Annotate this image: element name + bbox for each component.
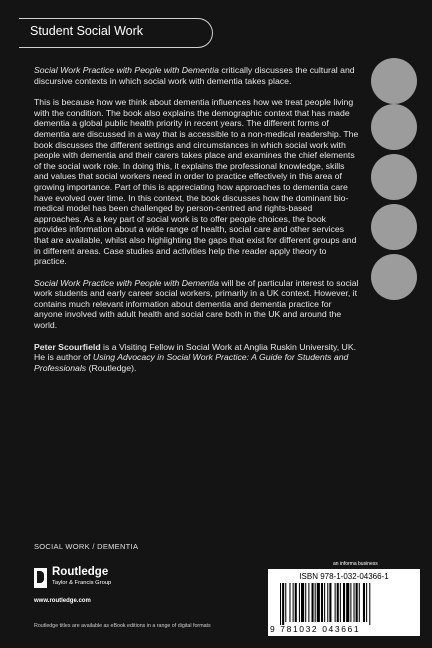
publisher-url[interactable]: www.routledge.com — [34, 598, 91, 604]
barcode-bar — [308, 583, 309, 622]
barcode-bar — [335, 583, 336, 622]
book-title: Social Work Practice with People with Dementia — [34, 277, 219, 288]
decorative-circle — [371, 154, 417, 200]
barcode-bar — [369, 583, 370, 625]
barcode-bar — [343, 583, 345, 622]
publisher-group: Taylor & Francis Group — [52, 580, 112, 586]
book-title: Social Work Practice with People with Dementia — [34, 65, 219, 75]
barcode-bar — [299, 583, 300, 622]
decorative-circle — [371, 204, 417, 250]
decorative-circle — [371, 58, 417, 104]
barcode-bar — [315, 583, 316, 622]
barcode-bar — [280, 583, 281, 625]
barcode — [268, 569, 420, 636]
isbn-text: ISBN 978-1-032-04366-1 — [299, 572, 389, 581]
barcode-bar — [317, 583, 320, 622]
ebook-note: Routledge titles are available as eBook editions in a range of digital formats — [34, 623, 211, 629]
series-title: Student Social Work — [30, 24, 144, 38]
barcode-bar — [350, 583, 351, 622]
barcode-digits: 9 781032 043661 — [270, 624, 361, 634]
barcode-bar — [354, 583, 355, 622]
interest-paragraph: Social Work Practice with People with Dementia will be of particular interest to social work students and early career social workers, primarily in a UK context. However, it contains much relevant information about dementia and dementia practice for anyone involved with adult health and social care both in the UK and around the world. — [34, 277, 359, 331]
intro-paragraph: Social Work Practice with People with Dementia critically discusses the cultural and discursive contexts in which social work with dementia takes place. — [34, 65, 355, 86]
barcode-bar — [327, 583, 328, 622]
author-name: Peter Scourfield — [34, 341, 101, 352]
author-paragraph: Peter Scourfield is a Visiting Fellow in Social Work at Anglia Ruskin University, UK. He is author of Using Advocacy in Social Work Practice: A Guide for Students and Professionals (Routledge). — [34, 341, 357, 373]
routledge-logo-icon — [34, 568, 47, 588]
body-paragraph: This is because how we think about dementia influences how we treat people living with the condition. The book also explains the demographic context that has made dementia a global public health priority in recent years. The different forms of dementia are discussed in a way that is accessible to a non-medical readership. The book discusses the different settings and circumstances in which social work with people with dementia and their carers takes place and examines the chief elements of the social work role. In doing this, it explains the professional knowledge, skills and values that social workers need in order to practice effectively in this area of growing importance. Part of this is appreciating how approaches to dementia care have evolved over time. In this context, the book discusses how the dominant bio-medical model has been challenged by person-centred and rights-based approaches. As a key part of social work is to offer people choices, the book provides information about a wide range of health, social care and other services that are available, whilst also highlighting the gaps that exist for different groups and in different areas. Case studies and activities help the reader apply theory to practice. — [34, 97, 359, 267]
barcode-bar — [301, 583, 304, 622]
barcode-bar — [285, 583, 286, 622]
barcode-bar — [329, 583, 331, 622]
decorative-circle — [371, 254, 417, 300]
decorative-circle — [371, 104, 417, 150]
blurb — [34, 65, 359, 384]
informa-note: an informa business — [333, 561, 378, 567]
barcode-bar — [366, 583, 367, 622]
barcode-bar — [346, 583, 349, 622]
barcode-bar — [312, 583, 314, 622]
barcode-bar — [337, 583, 339, 622]
barcode-bar — [289, 583, 290, 622]
barcode-bar — [293, 583, 294, 622]
barcode-bar — [305, 583, 306, 622]
barcode-bar — [363, 583, 365, 622]
barcode-bar — [295, 583, 297, 622]
barcode-bar — [340, 583, 341, 622]
barcode-bar — [356, 583, 358, 622]
barcode-bar — [324, 583, 325, 622]
barcode-bar — [321, 583, 323, 622]
barcode-bar — [282, 583, 284, 625]
author-other-book: Using Advocacy in Social Work Practice: A Guide for Students and Professionals — [34, 352, 349, 373]
subject-category: SOCIAL WORK / DEMENTIA — [34, 542, 139, 551]
barcode-bar — [359, 583, 360, 622]
publisher-name: Routledge — [52, 566, 109, 578]
